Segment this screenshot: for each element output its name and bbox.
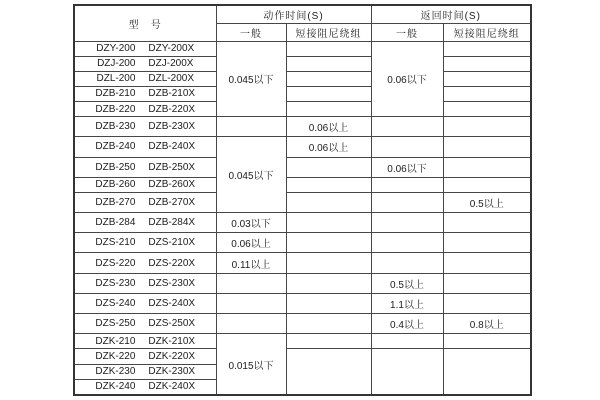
- cell-return-general: [371, 177, 443, 192]
- model-name: DZJ-200X: [148, 58, 194, 70]
- cell-model: [74, 364, 216, 379]
- cell-return-general: [371, 137, 443, 157]
- table-row: [74, 177, 531, 192]
- table-row: [74, 117, 531, 137]
- cell-return-damping: [443, 233, 531, 253]
- model-name: DZS-240: [95, 297, 136, 309]
- model-pair: [75, 336, 216, 347]
- cell-return-damping: [443, 137, 531, 157]
- cell-action-damping: [286, 117, 371, 137]
- cell-value: 0.8以上: [469, 320, 504, 332]
- cell-model: [74, 86, 216, 101]
- model-pair: [75, 351, 216, 362]
- table-row: [74, 314, 531, 334]
- cell-return-general: [371, 157, 443, 177]
- cell-action-damping: [286, 334, 371, 349]
- header-return-general: 一般: [371, 23, 443, 41]
- cell-action-damping: [286, 177, 371, 192]
- cell-model: [74, 379, 216, 395]
- model-name: DZY-200X: [148, 43, 195, 55]
- cell-return-general: [371, 253, 443, 273]
- model-name: DZS-210: [95, 237, 136, 249]
- cell-value: 0.015以下: [228, 360, 274, 372]
- cell-model: [74, 157, 216, 177]
- model-name: DZB-230: [95, 121, 136, 133]
- model-name: DZB-210: [95, 88, 136, 100]
- cell-action-general: [216, 117, 286, 137]
- cell-return-damping: [443, 349, 531, 395]
- model-pair: [75, 381, 216, 392]
- cell-action-general: [216, 233, 286, 253]
- model-name: DZB-240X: [148, 141, 196, 153]
- model-pair: [75, 179, 216, 190]
- table-row: [74, 157, 531, 177]
- cell-action-damping: [286, 56, 371, 71]
- cell-action-general: [216, 314, 286, 334]
- table-row: [74, 293, 531, 313]
- cell-value: 0.5以上: [390, 279, 424, 291]
- cell-action-damping: [286, 314, 371, 334]
- cell-return-damping: [443, 253, 531, 273]
- cell-model: [74, 41, 216, 56]
- cell-return-damping: [443, 102, 531, 117]
- model-name: DZB-284X: [148, 217, 196, 229]
- model-name: DZB-220: [95, 103, 136, 115]
- model-name: DZB-220X: [148, 103, 196, 115]
- cell-return-general: [371, 293, 443, 313]
- table-row: [74, 349, 531, 364]
- cell-return-damping: [443, 334, 531, 349]
- spec-table-body: [74, 41, 531, 395]
- model-pair: [75, 58, 216, 69]
- model-name: DZY-200: [96, 43, 136, 55]
- model-name: DZB-230X: [148, 121, 196, 133]
- model-name: DZK-210: [95, 335, 136, 347]
- model-name: DZB-250: [95, 161, 136, 173]
- cell-model: [74, 273, 216, 293]
- model-name: DZS-250X: [148, 318, 196, 330]
- model-name: DZS-210X: [148, 237, 196, 249]
- model-pair: [75, 366, 216, 377]
- cell-action-general: [216, 137, 286, 213]
- model-name: DZK-240: [95, 381, 136, 393]
- cell-model: [74, 56, 216, 71]
- table-row: [74, 334, 531, 349]
- model-name: DZS-250: [95, 318, 136, 330]
- cell-model: [74, 177, 216, 192]
- model-name: DZK-230X: [148, 366, 196, 378]
- model-pair: [75, 104, 216, 115]
- cell-value: 0.045以下: [228, 75, 274, 87]
- model-name: DZK-220: [95, 350, 136, 362]
- cell-model: [74, 137, 216, 157]
- table-row: [74, 192, 531, 212]
- model-pair: [75, 162, 216, 173]
- table-row: [74, 233, 531, 253]
- cell-action-general: [216, 273, 286, 293]
- cell-value: 0.06以下: [387, 163, 427, 175]
- header-row-groups: [74, 5, 531, 23]
- model-name: DZB-240: [95, 141, 136, 153]
- model-name: DZS-220X: [148, 257, 196, 269]
- cell-action-damping: [286, 192, 371, 212]
- cell-model: [74, 314, 216, 334]
- cell-action-general: [216, 253, 286, 273]
- model-name: DZS-230: [95, 277, 136, 289]
- table-row: [74, 41, 531, 56]
- cell-model: [74, 253, 216, 273]
- cell-return-general: [371, 213, 443, 233]
- table-row: [74, 86, 531, 101]
- cell-model: [74, 293, 216, 313]
- header-action-damping: 短接阻尼绕组: [286, 23, 371, 41]
- cell-return-general: [371, 233, 443, 253]
- cell-action-damping: [286, 157, 371, 177]
- model-pair: [75, 197, 216, 208]
- cell-action-damping: [286, 213, 371, 233]
- model-name: DZK-210X: [148, 335, 196, 347]
- cell-value: 0.11以上: [231, 259, 271, 271]
- table-row: [74, 137, 531, 157]
- cell-action-damping: [286, 293, 371, 313]
- model-name: DZB-210X: [148, 88, 196, 100]
- cell-action-damping: [286, 86, 371, 101]
- model-pair: [75, 73, 216, 84]
- cell-return-damping: [443, 177, 531, 192]
- cell-action-general: [216, 213, 286, 233]
- spec-table: [73, 4, 532, 396]
- header-model: 型 号: [74, 5, 216, 41]
- cell-return-damping: [443, 56, 531, 71]
- cell-return-damping: [443, 117, 531, 137]
- cell-value: 0.5以上: [469, 199, 504, 210]
- model-name: DZS-220: [95, 257, 136, 269]
- cell-value: 0.06以上: [308, 143, 349, 155]
- model-name: DZB-250X: [148, 161, 196, 173]
- cell-return-general: [371, 117, 443, 137]
- cell-action-general: [216, 41, 286, 117]
- table-row: [74, 273, 531, 293]
- cell-return-damping: [443, 213, 531, 233]
- cell-return-general: [371, 314, 443, 334]
- model-pair: [75, 298, 216, 309]
- model-pair: [75, 88, 216, 99]
- model-pair: [75, 318, 216, 329]
- cell-value: 0.06以下: [387, 75, 427, 87]
- model-name: DZS-240X: [148, 297, 196, 309]
- model-pair: [75, 258, 216, 269]
- cell-action-general: [216, 293, 286, 313]
- cell-return-general: [371, 192, 443, 212]
- model-name: DZB-270: [95, 197, 136, 208]
- model-name: DZK-220X: [148, 350, 196, 362]
- model-name: DZJ-200: [97, 58, 136, 70]
- cell-return-damping: [443, 293, 531, 313]
- cell-action-damping: [286, 349, 371, 395]
- table-row: [74, 253, 531, 273]
- model-pair: [75, 141, 216, 152]
- cell-action-damping: [286, 71, 371, 86]
- model-name: DZL-200X: [148, 73, 194, 85]
- model-name: DZB-270X: [148, 197, 196, 208]
- cell-action-damping: [286, 233, 371, 253]
- cell-action-damping: [286, 102, 371, 117]
- cell-model: [74, 117, 216, 137]
- cell-return-general: [371, 273, 443, 293]
- cell-return-general: [371, 41, 443, 117]
- cell-return-damping: [443, 86, 531, 101]
- cell-value: 0.03以下: [231, 219, 271, 231]
- cell-action-damping: [286, 41, 371, 56]
- table-header: [74, 5, 531, 41]
- model-name: DZK-240X: [148, 381, 196, 393]
- cell-model: [74, 213, 216, 233]
- model-name: DZL-200: [96, 73, 136, 85]
- cell-return-general: [371, 334, 443, 349]
- table-row: [74, 71, 531, 86]
- header-action-time: 动作时间(S): [216, 5, 371, 23]
- model-name: DZS-230X: [148, 277, 196, 289]
- model-pair: [75, 121, 216, 132]
- cell-return-general: [371, 349, 443, 395]
- cell-action-damping: [286, 253, 371, 273]
- cell-return-damping: [443, 273, 531, 293]
- cell-action-damping: [286, 137, 371, 157]
- cell-return-damping: [443, 192, 531, 212]
- cell-model: [74, 102, 216, 117]
- model-pair: [75, 43, 216, 54]
- model-name: DZB-284: [95, 217, 136, 229]
- cell-model: [74, 71, 216, 86]
- table-row: [74, 56, 531, 71]
- cell-value: 0.4以上: [390, 320, 424, 332]
- cell-action-general: [216, 334, 286, 395]
- model-name: DZB-260X: [148, 179, 196, 191]
- model-pair: [75, 237, 216, 248]
- cell-value: 0.06以上: [308, 123, 349, 135]
- model-name: DZK-230: [95, 366, 136, 378]
- cell-value: 0.045以下: [228, 171, 274, 183]
- cell-action-damping: [286, 273, 371, 293]
- model-pair: [75, 278, 216, 289]
- cell-model: [74, 334, 216, 349]
- table-row: [74, 213, 531, 233]
- cell-return-damping: [443, 41, 531, 56]
- header-return-time: 返回时间(S): [371, 5, 531, 23]
- model-pair: [75, 217, 216, 228]
- cell-model: [74, 192, 216, 212]
- model-name: DZB-260: [95, 179, 136, 191]
- table-row: [74, 102, 531, 117]
- cell-return-damping: [443, 314, 531, 334]
- header-return-damping: 短接阻尼绕组: [443, 23, 531, 41]
- cell-return-damping: [443, 71, 531, 86]
- cell-value: 1.1以上: [390, 299, 424, 311]
- cell-model: [74, 349, 216, 364]
- cell-return-damping: [443, 157, 531, 177]
- cell-model: [74, 233, 216, 253]
- header-action-general: 一般: [216, 23, 286, 41]
- cell-value: 0.06以上: [231, 239, 271, 251]
